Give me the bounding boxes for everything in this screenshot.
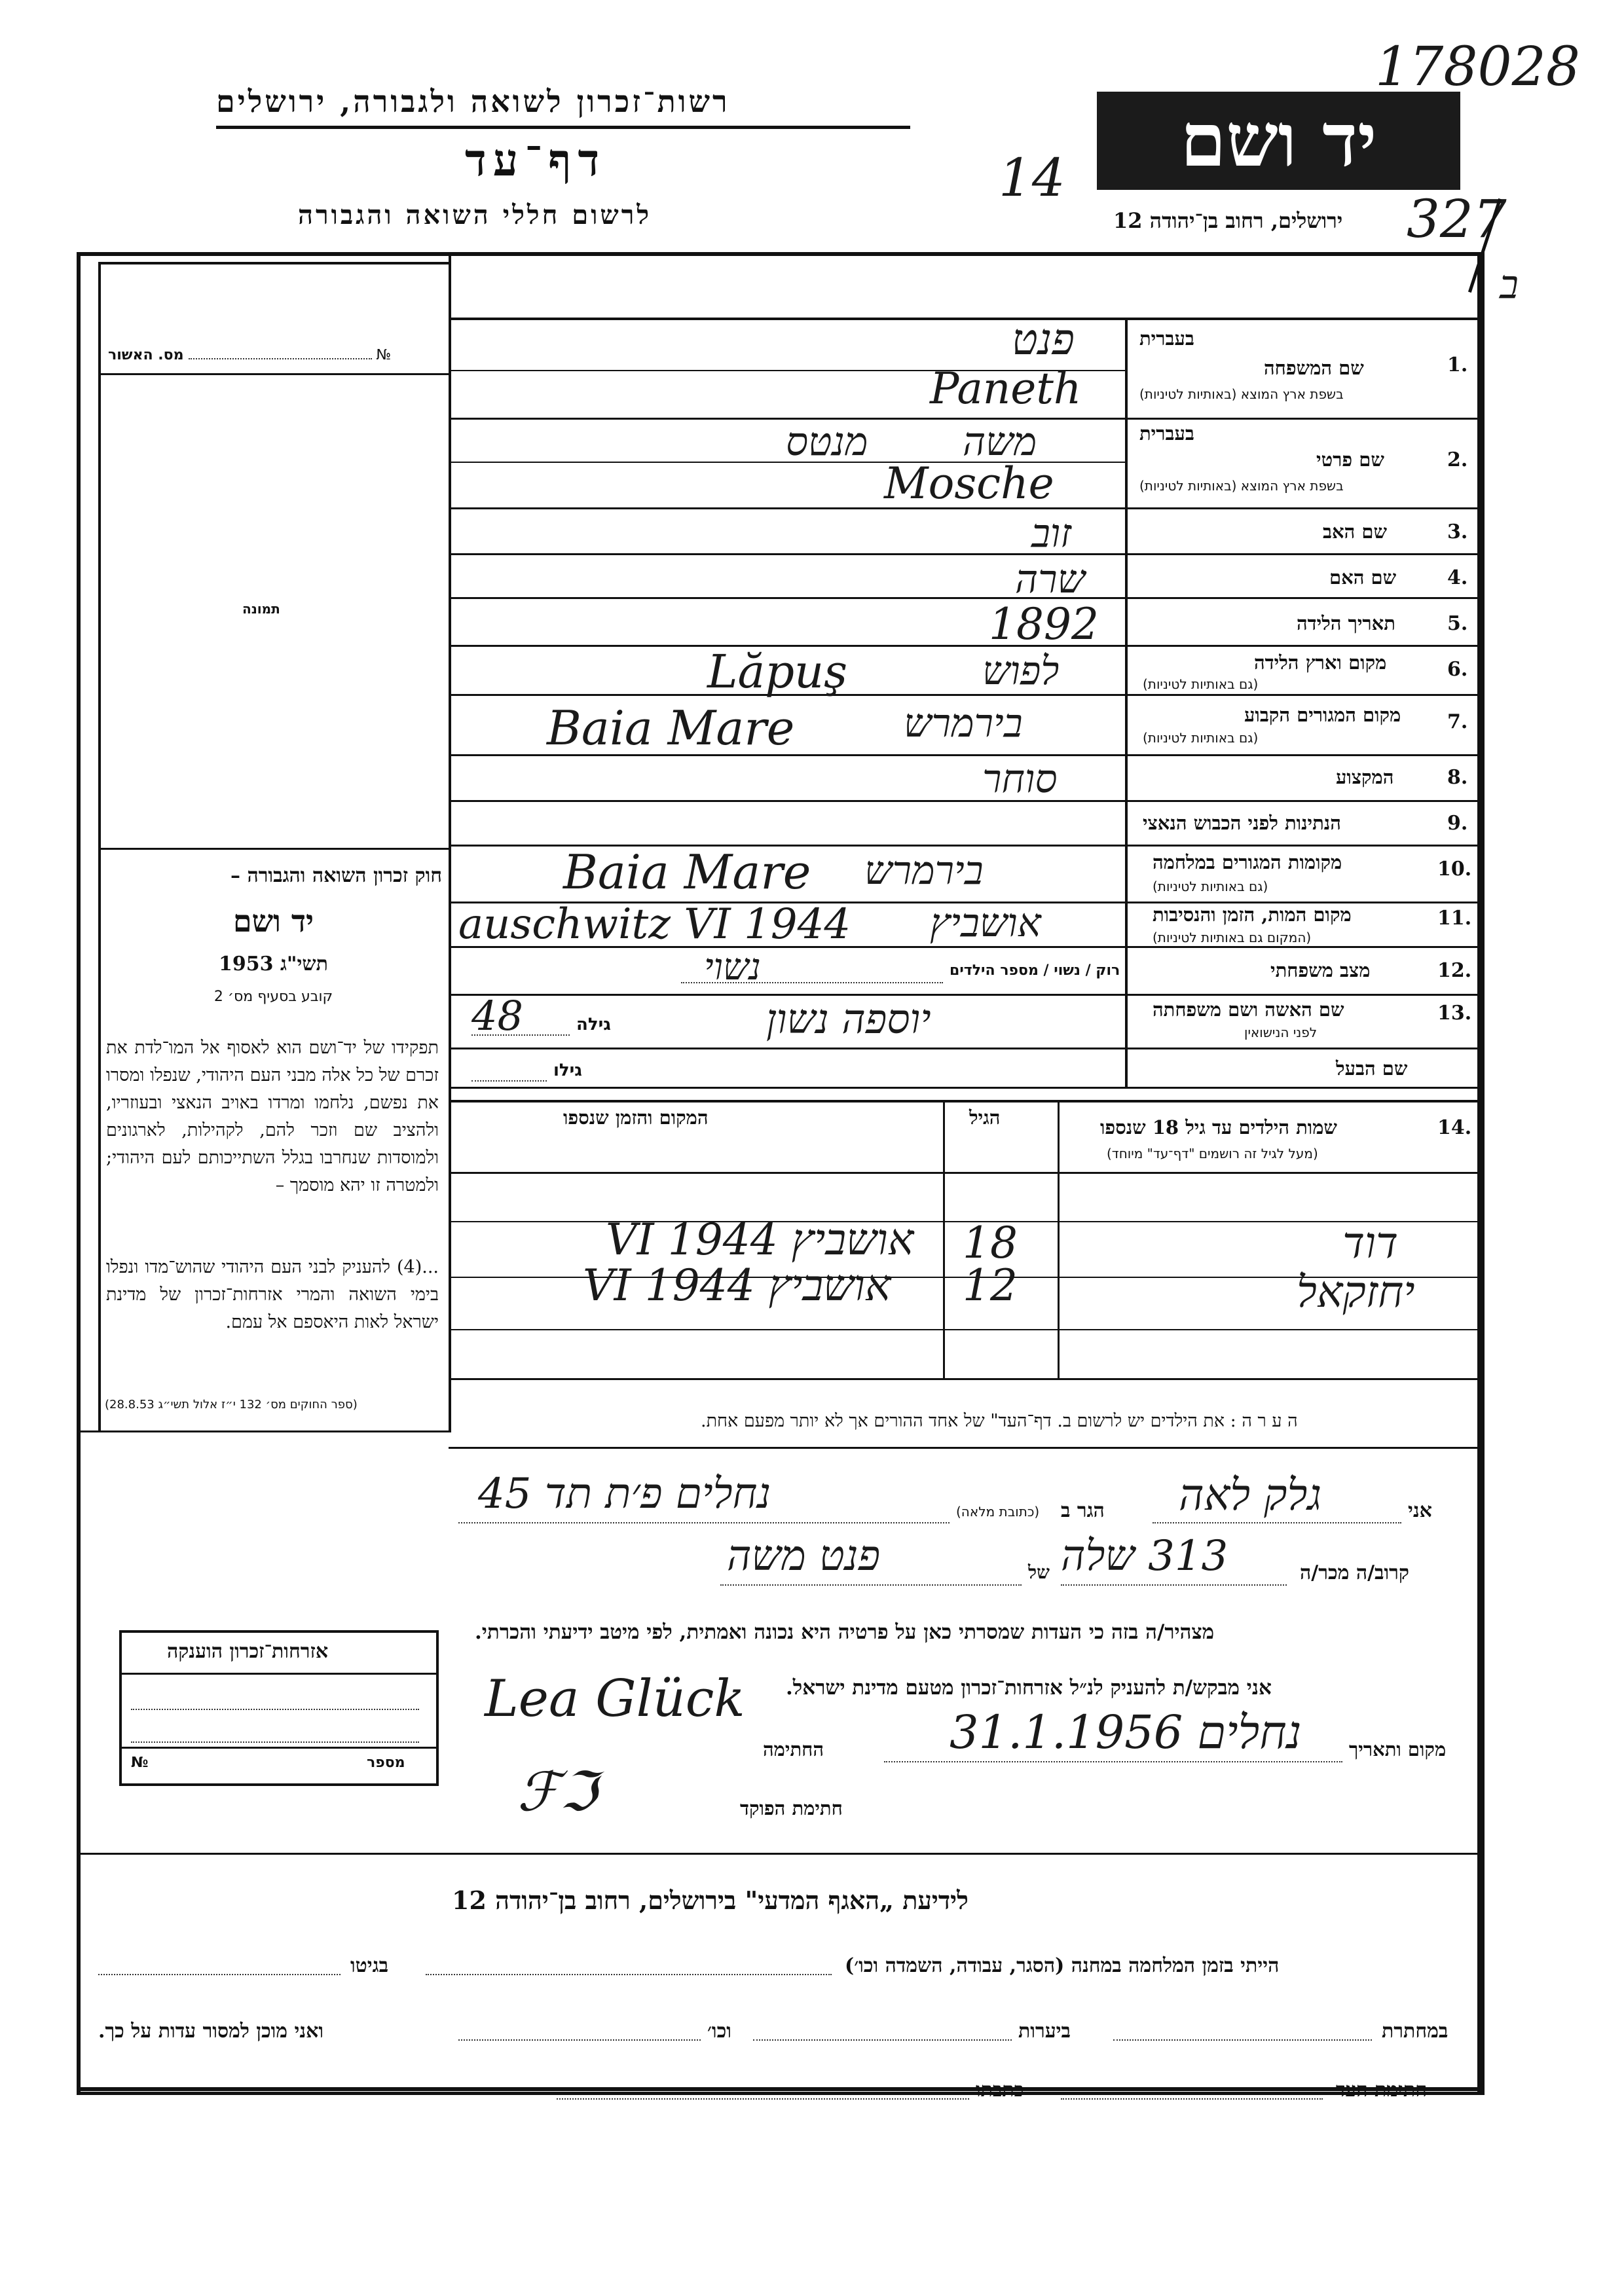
witness-address[interactable]: נחלים פ׳ת תד 45 — [478, 1470, 771, 1518]
witness-signature[interactable]: Lea Glück — [485, 1669, 745, 1728]
victim-name-reference[interactable]: פנט משה — [727, 1532, 881, 1580]
residence-hebrew[interactable]: בירמרש — [904, 701, 1023, 746]
address: ירושלים, רחוב בן־יהודה 12 — [1113, 208, 1343, 233]
witness-relation[interactable]: 313 שלה — [1061, 1532, 1228, 1580]
annotation-side: ב — [1500, 262, 1519, 308]
wife-name-label: שם האשה ושם משפחתה — [1153, 998, 1344, 1021]
father-name-value[interactable]: זוב — [1031, 511, 1071, 556]
first-name-hebrew[interactable]: משה — [963, 419, 1037, 465]
father-name-label: שם האב — [1323, 520, 1388, 543]
form-purpose: לרשום חללי השואה והגבורה — [298, 200, 652, 230]
children-names-header: שמות הילדים עד גיל 18 שנספו — [1100, 1116, 1337, 1139]
law-year: תשי"ג 1953 — [219, 953, 328, 975]
profession-value[interactable]: סוחר — [982, 756, 1058, 802]
child-age[interactable]: 18 — [963, 1218, 1018, 1268]
family-name-latin[interactable]: Paneth — [930, 363, 1082, 414]
witness-name[interactable]: גלק לאה — [1179, 1470, 1322, 1520]
law-name: יד ושם — [232, 903, 314, 939]
footer-title: לידיעת „האגף המדעי" בירושלים, רחוב בן־יהודה 12 — [452, 1886, 969, 1915]
residence-latin[interactable]: Baia Mare — [547, 701, 795, 756]
photo-label: תמונה — [242, 601, 280, 617]
children-note: ה ע ר ה : את הילדים יש לרשום ב. דף־העד" של אחד ההורים אך לא יותר מפעם אחת. — [701, 1411, 1298, 1431]
birth-place-latin[interactable]: Lăpuş — [707, 645, 848, 699]
birth-date-value[interactable]: 1892 — [989, 599, 1099, 649]
husband-name-label: שם הבעל — [1336, 1057, 1408, 1080]
children-age-header: הגיל — [969, 1106, 1001, 1129]
declaration-statement: מצהיר/ה בזה כי העדות שמסרתי כאן על פרטיה היא נכונה ואמתית, לפי מיטב ידיעתי והכרתי. — [475, 1620, 1215, 1644]
family-name-label: שם המשפחה — [1264, 357, 1364, 379]
first-name-hebrew-alt[interactable]: מנטס — [786, 419, 868, 465]
inspector-signature: ℱℑ — [517, 1761, 597, 1823]
children-place-header: המקום והזמן שנספו — [563, 1106, 709, 1129]
birth-place-hebrew[interactable]: לפוש — [982, 648, 1060, 694]
marital-status-label: מצב משפחתי — [1270, 959, 1371, 981]
authority-name: רשות־זכרון לשואה ולגבורה, ירושלים — [216, 84, 730, 119]
death-place-label: מקום המות, הזמן והנסיבות — [1153, 903, 1352, 926]
first-name-label: שם פרטי — [1316, 448, 1384, 471]
wife-age-value[interactable]: 48 — [471, 992, 523, 1040]
archive-number-annotation: 178028 — [1375, 36, 1581, 98]
wartime-residence-label: מקומות המגורים במלחמה — [1153, 851, 1342, 873]
citizenship-request: אני מבקש/ת להעניק לנ״ל אזרחות־זכרון מטעם מדינת ישראל. — [786, 1676, 1272, 1700]
child-name[interactable]: יחזקאל — [1297, 1267, 1415, 1317]
wife-name-value[interactable]: יוספה נשון — [766, 995, 931, 1043]
profession-label: המקצוע — [1336, 766, 1394, 788]
mother-name-value[interactable]: שרה — [1015, 556, 1086, 602]
child-name[interactable]: דוד — [1342, 1218, 1399, 1268]
law-clause: קובע בסעיף מס׳ 2 — [213, 989, 333, 1005]
first-name-latin[interactable]: Mosche — [884, 458, 1054, 509]
law-text-1: תפקידו של יד־ושם הוא לאסוף אל המו־לדת את זכרם של כל אלה מבני העם היהודי, שנפלו ומסרו את נפשם, נלחמו ומרדו באויב הנאצי ובעוזריו, ולהציב שם וזכר להם, לקהילות, לארגונים ולמוסדות שנחרבו בגלל השתייכותם לעם היהודי; ולמטרה זו יהא מוסמך – — [106, 1038, 439, 1195]
child-death-place[interactable]: אושביץ VI 1944 — [606, 1214, 914, 1265]
wartime-residence-hebrew[interactable]: בירמרש — [864, 848, 984, 894]
inspector-signature-label: חתימת הפוקד — [740, 1797, 843, 1819]
place-and-date[interactable]: נחלים 31.1.1956 — [950, 1705, 1302, 1759]
birth-place-label: מקום וארץ הלידה — [1254, 651, 1387, 674]
law-text-2: ...(4) להעניק לבני העם היהודי שהוש־מדו ונפלו בימי השואה והמרי אזרחות־זכרון של מדינת ישראל לאות היאספם אל עמם. — [106, 1257, 439, 1332]
birth-date-label: תאריך הלידה — [1297, 612, 1395, 634]
marital-status-value[interactable]: נשוי — [704, 946, 761, 989]
form-title: דף־עד — [465, 134, 606, 187]
child-death-place[interactable]: אושביץ VI 1944 — [583, 1260, 891, 1311]
mother-name-label: שם האם — [1329, 566, 1397, 589]
death-place-latin[interactable]: auschwitz VI 1944 — [458, 900, 851, 949]
wartime-residence-latin[interactable]: Baia Mare — [563, 845, 811, 900]
death-place-hebrew[interactable]: אושביץ — [930, 900, 1041, 946]
family-name-hebrew[interactable]: פנט — [1012, 314, 1075, 365]
law-source: (ספר החוקים מס׳ 132 י״ז אלול תשי״ג 28.8.53) — [105, 1398, 358, 1412]
law-title: חוק זכרון השואה והגבורה – — [231, 864, 442, 887]
annotation-327: 327 — [1407, 189, 1507, 249]
annotation-14: 14 — [999, 147, 1065, 208]
nationality-label: הנתינות לפני הכבוש הנאצי — [1143, 812, 1341, 834]
residence-label: מקום המגורים הקבוע — [1244, 704, 1401, 726]
yad-vashem-logo: יד ושם — [1097, 92, 1460, 190]
cert-number-field[interactable]: № מס. האשור — [108, 347, 392, 363]
child-age[interactable]: 12 — [963, 1260, 1018, 1311]
